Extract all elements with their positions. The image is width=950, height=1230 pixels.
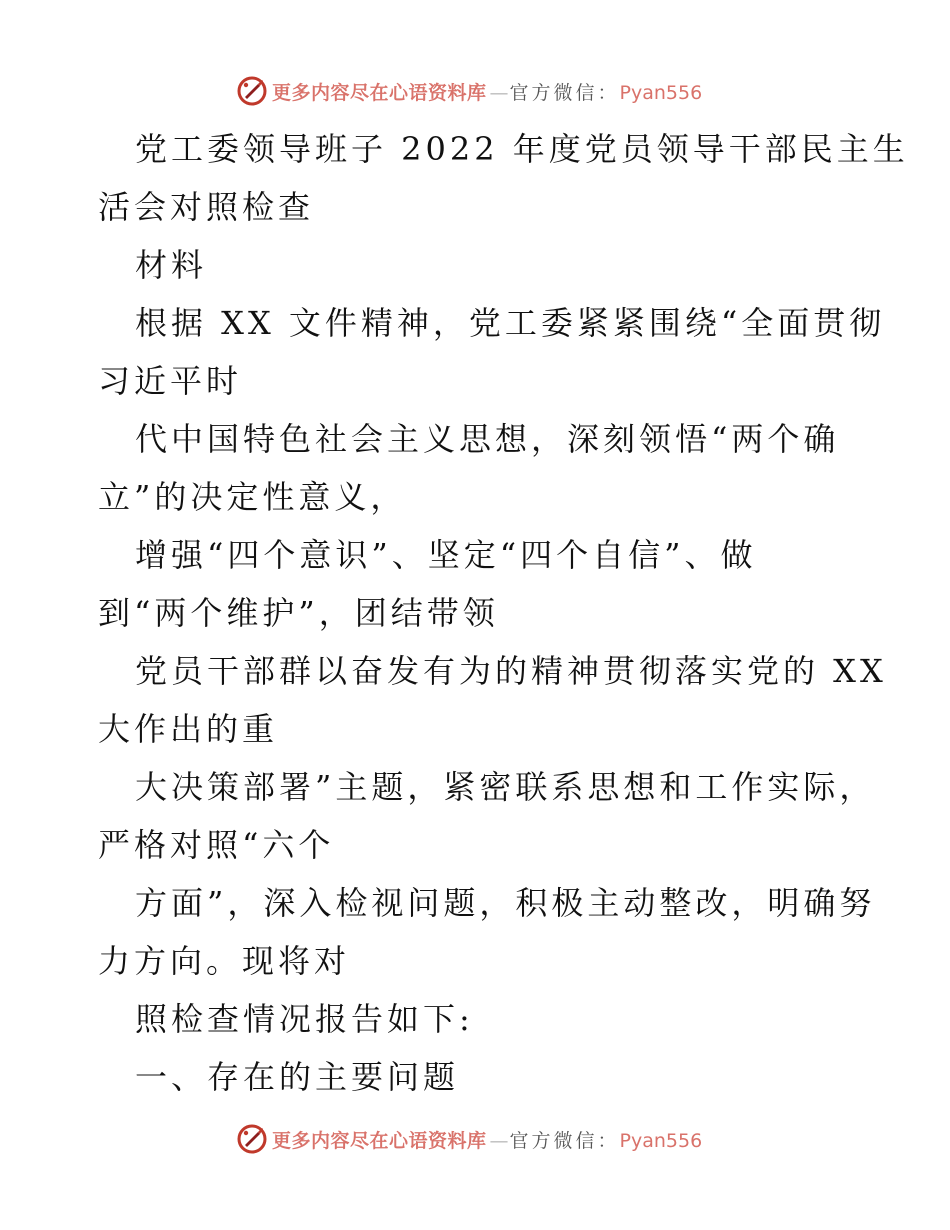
- doc-line-4: 根据 XX 文件精神，党工委紧紧围绕“全面贯彻: [135, 304, 886, 342]
- brand-logo-icon: [236, 1123, 268, 1155]
- doc-line-5: 习近平时: [98, 362, 243, 400]
- doc-line-3: 材料: [135, 246, 208, 284]
- doc-line-9: 到“两个维护”，团结带领: [98, 594, 499, 632]
- doc-line-7: 立”的决定性意义，: [98, 478, 407, 516]
- watermark-brand: 更多内容尽在心语资料库: [272, 81, 487, 104]
- watermark-label: 官方微信：: [509, 81, 620, 104]
- watermark-id: Pyan556: [619, 81, 703, 104]
- doc-line-6: 代中国特色社会主义思想，深刻领悟“两个确: [135, 420, 840, 458]
- doc-line-2: 活会对照检查: [98, 188, 315, 226]
- doc-line-17: 一、存在的主要问题: [135, 1058, 460, 1096]
- watermark-separator: —: [489, 81, 507, 104]
- brand-logo-icon: [236, 75, 268, 107]
- doc-line-15: 力方向。现将对: [98, 942, 351, 980]
- doc-line-13: 严格对照“六个: [98, 826, 335, 864]
- watermark-id: Pyan556: [619, 1129, 703, 1152]
- doc-line-14: 方面”，深入检视问题，积极主动整改，明确努: [135, 884, 876, 922]
- watermark-brand: 更多内容尽在心语资料库: [272, 1129, 487, 1152]
- doc-line-8: 增强“四个意识”、坚定“四个自信”、做: [135, 536, 757, 574]
- doc-line-16: 照检查情况报告如下:: [135, 1000, 474, 1038]
- footer-watermark: [236, 1122, 702, 1156]
- watermark-label: 官方微信：: [509, 1129, 620, 1152]
- doc-line-1: 党工委领导班子 2022 年度党员领导干部民主生: [135, 130, 909, 168]
- watermark-separator: —: [489, 1129, 507, 1152]
- doc-line-10: 党员干部群以奋发有为的精神贯彻落实党的 XX: [135, 652, 887, 690]
- doc-line-12: 大决策部署”主题，紧密联系思想和工作实际，: [135, 768, 876, 806]
- header-watermark: [236, 74, 702, 108]
- doc-line-11: 大作出的重: [98, 710, 279, 748]
